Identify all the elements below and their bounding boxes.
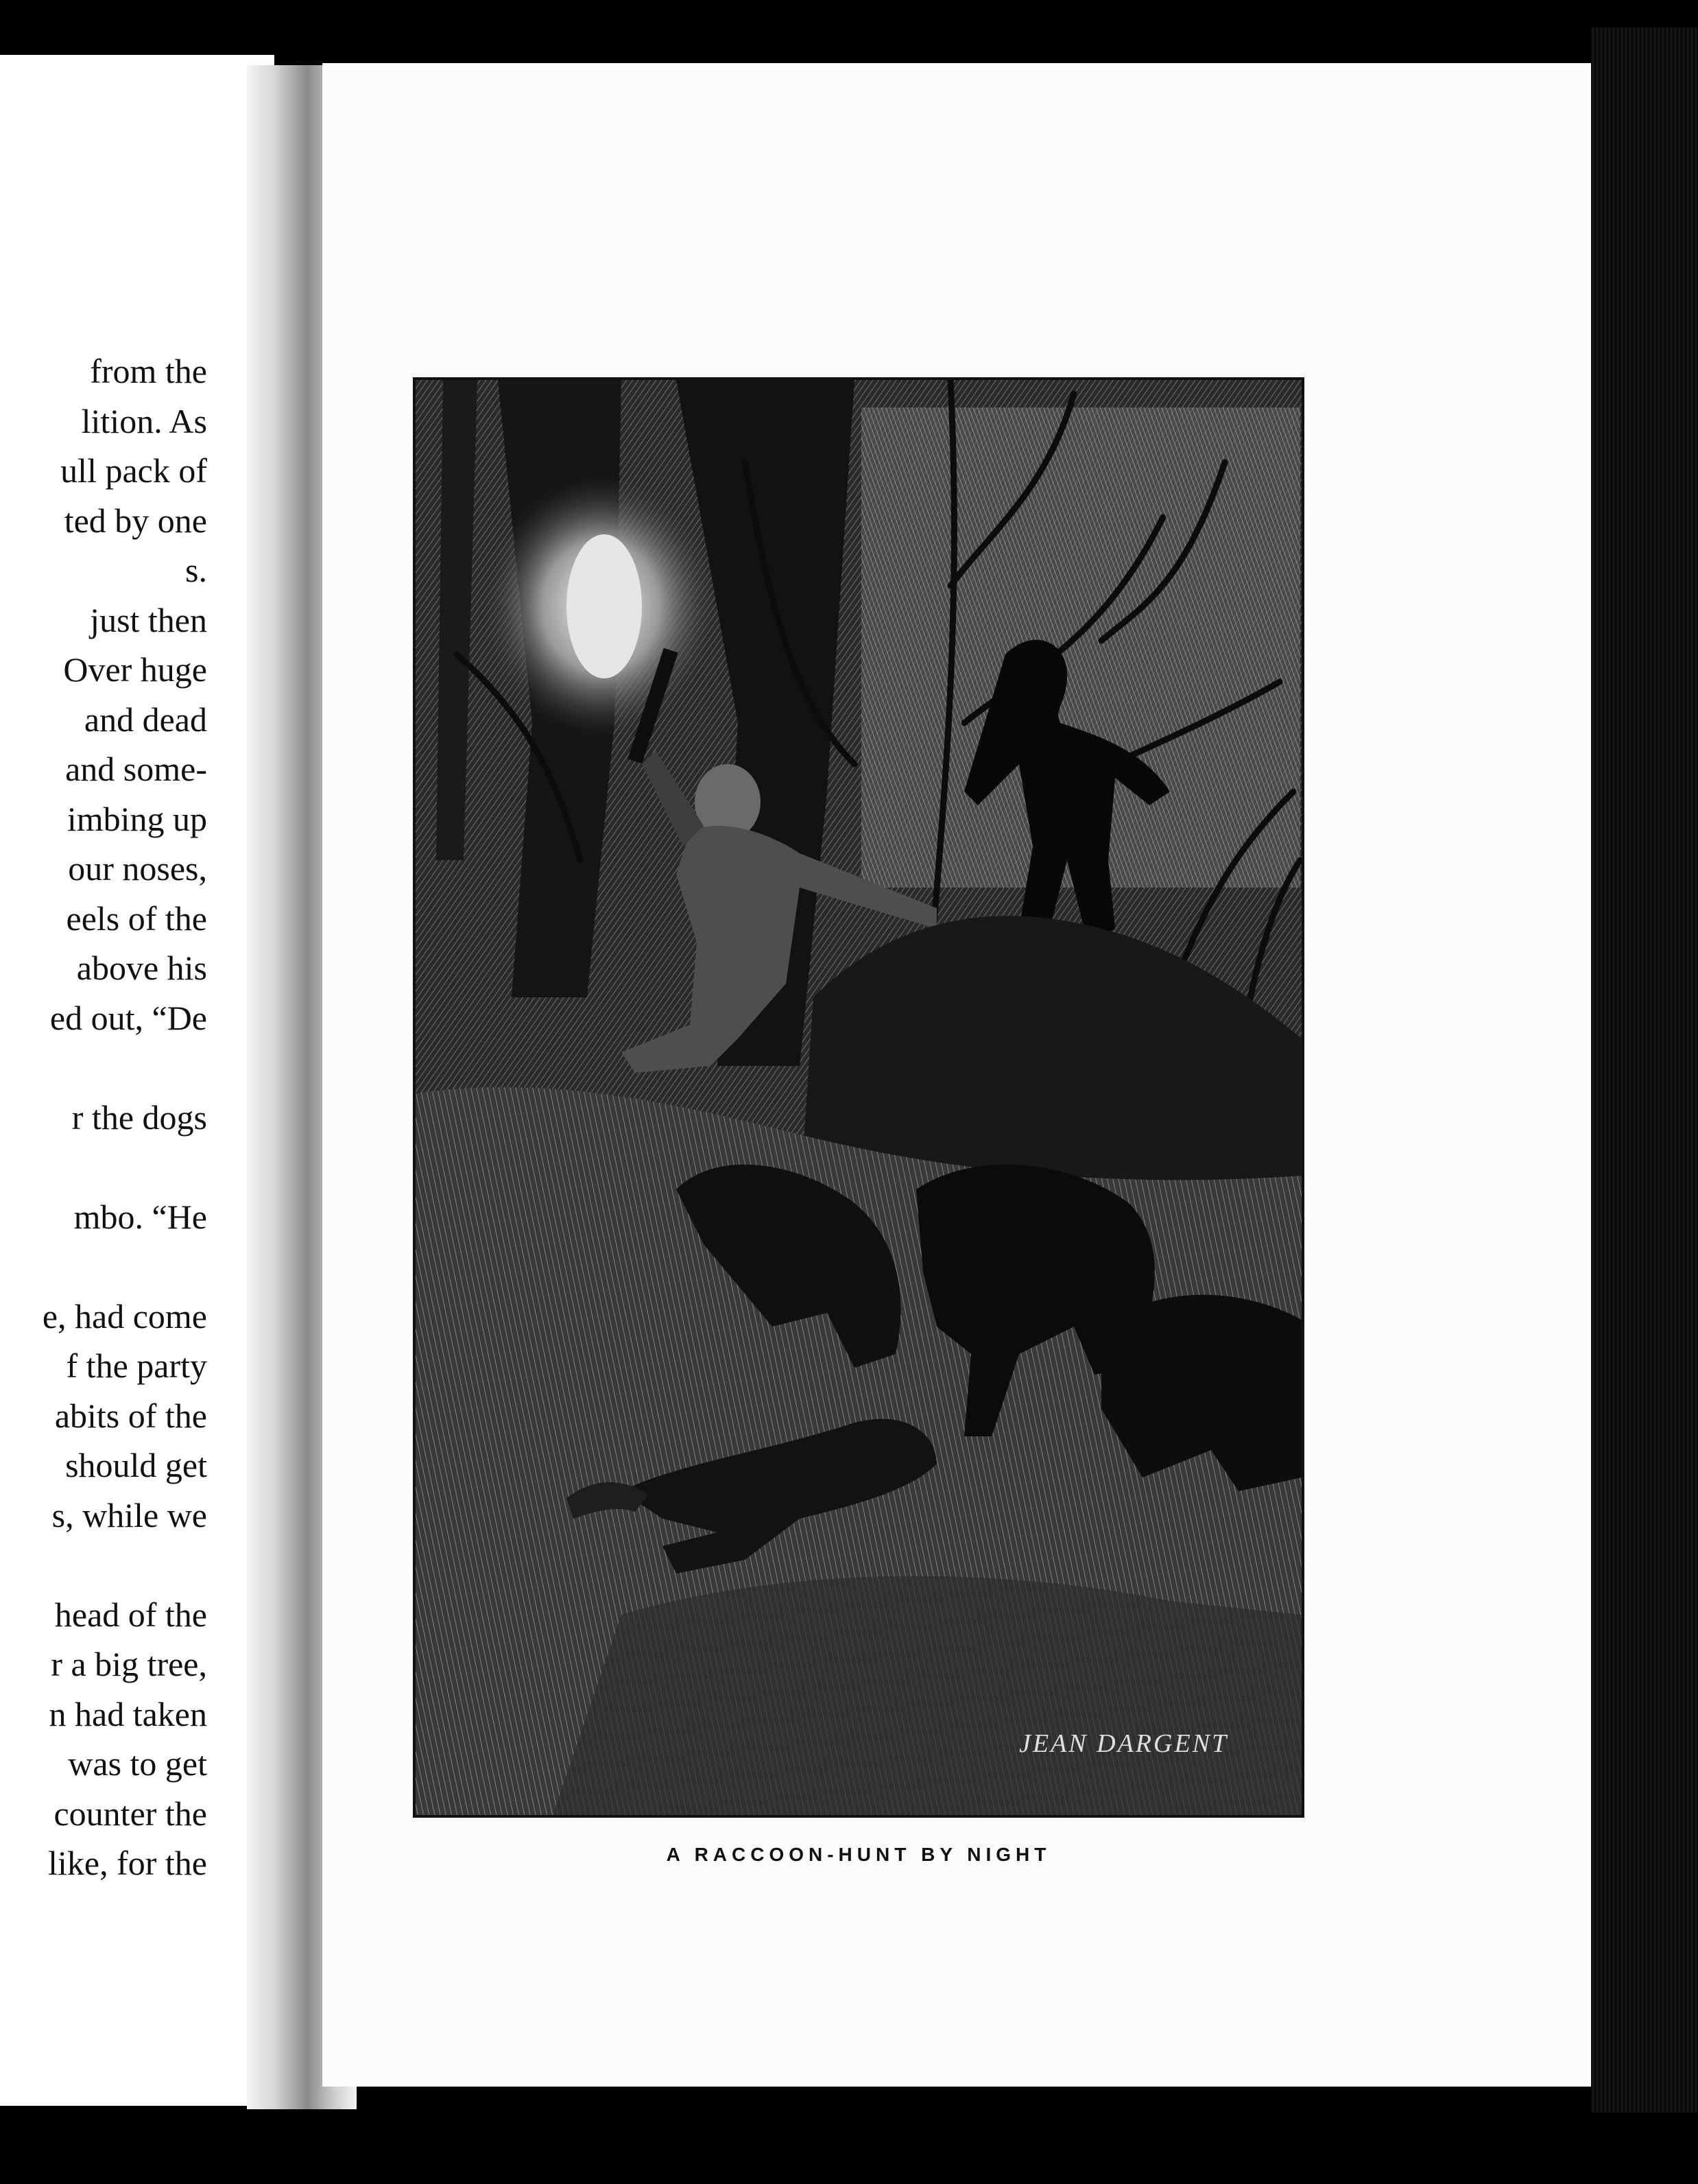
left-page-text-line: from the	[90, 352, 207, 390]
left-page-text-line: e, had come	[42, 1296, 207, 1336]
engraving-illustration	[413, 377, 1304, 1818]
foreground-shadow	[553, 1576, 1302, 1815]
left-page-text-line: and dead	[84, 700, 207, 739]
left-page-text-line: our noses,	[68, 849, 207, 888]
left-page-text-line: Over huge	[63, 650, 207, 689]
left-page-text-line: like, for the	[48, 1844, 207, 1882]
left-page-text-line: f the party	[66, 1346, 207, 1385]
left-page-text-line: abits of the	[54, 1396, 207, 1435]
left-page-text-line: and some-	[65, 750, 207, 788]
left-page-text-line: mbo. “He	[73, 1197, 207, 1236]
left-page-text-line: counter the	[53, 1794, 207, 1833]
left-page-text-line: ed out, “De	[49, 998, 207, 1037]
book-page-edges	[1591, 27, 1698, 2113]
left-page-text-line: lition. As	[81, 401, 207, 440]
raccoon-hunt-engraving	[416, 380, 1302, 1815]
left-page-text-line	[0, 1142, 207, 1192]
left-page-text-line: r a big tree,	[51, 1645, 207, 1683]
left-page-text-line	[0, 1043, 207, 1093]
left-page-text-line: ted by one	[64, 501, 207, 540]
left-page-text-line: s, while we	[51, 1495, 207, 1534]
left-page-text-line: should get	[65, 1446, 207, 1484]
left-page-text-line: n had taken	[49, 1694, 207, 1733]
left-page-text	[0, 346, 207, 1888]
left-page-text-line: s.	[185, 551, 207, 589]
left-page-text-line	[0, 1540, 207, 1590]
left-page-text-line: was to get	[68, 1744, 207, 1783]
left-page-text-line	[0, 1242, 207, 1292]
left-page-text-line: just then	[90, 600, 207, 639]
artist-signature: JEAN DARGENT	[1019, 1729, 1229, 1758]
left-page-text-line: head of the	[54, 1595, 207, 1634]
left-page-text-line: above his	[76, 949, 207, 987]
left-page-text-line: ull pack of	[60, 451, 207, 490]
left-page-text-line: r the dogs	[71, 1097, 207, 1137]
left-page-text-line: eels of the	[66, 899, 207, 938]
left-page-text-line: imbing up	[67, 799, 207, 838]
illustration-caption: A RACCOON-HUNT BY NIGHT	[666, 1844, 1051, 1865]
scan-bottom-border	[0, 2113, 1698, 2184]
torch-flame	[566, 534, 642, 678]
